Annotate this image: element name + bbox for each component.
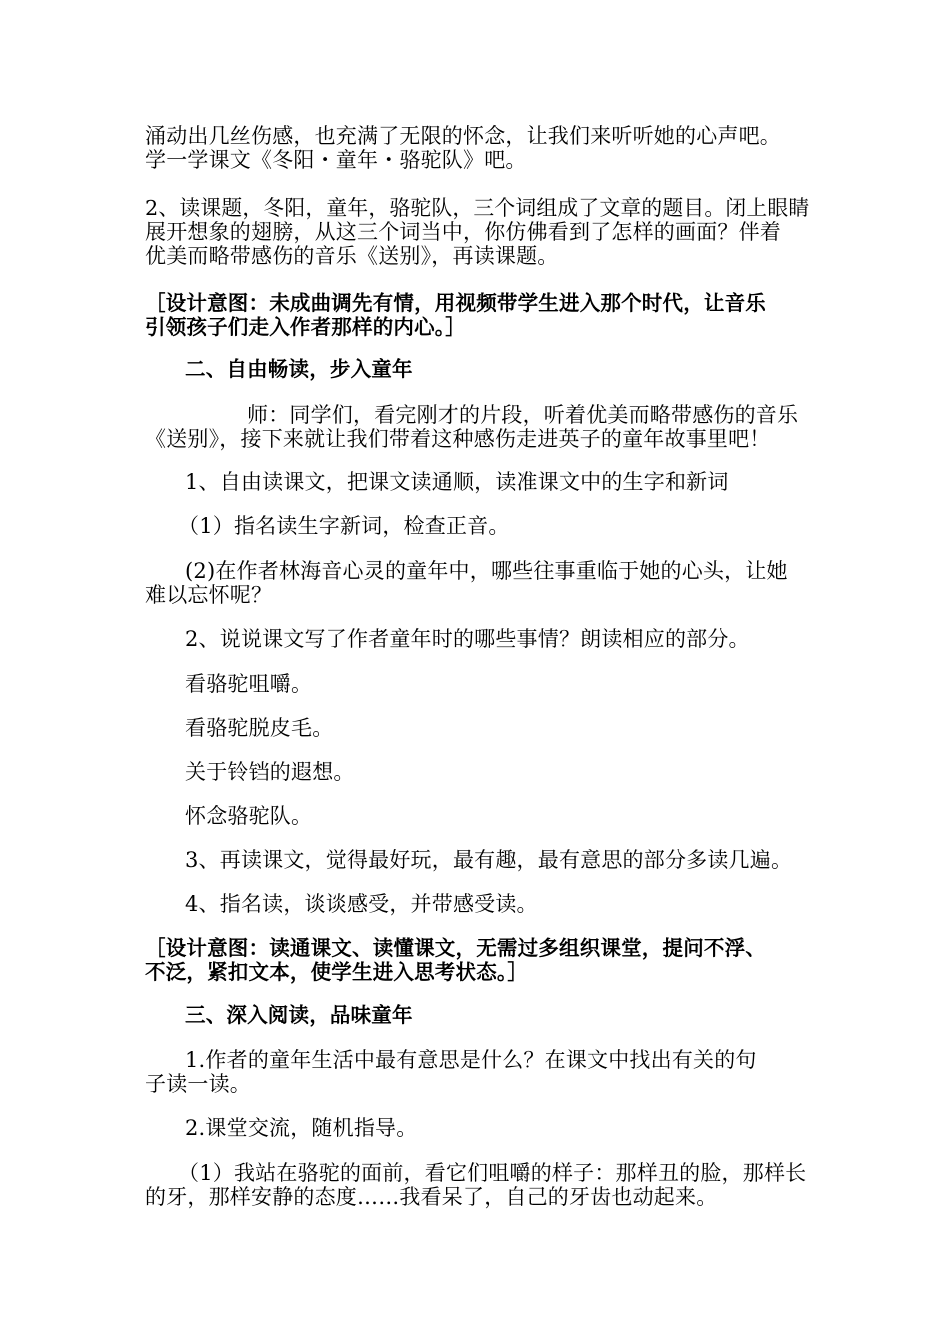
design-intent-note: 不泛，紧扣文本，使学生进入思考状态。］ [145,960,529,984]
text-line: 优美而略带感伤的音乐《送别》，再读课题。 [145,244,559,268]
text-line: 涌动出几丝伤感，也充满了无限的怀念，让我们来听听她的心声吧。 [145,124,781,148]
text-line: 2.课堂交流，随机指导。 [185,1116,418,1140]
text-line: 展开想象的翅膀，从这三个词当中，你仿佛看到了怎样的画面？伴着 [145,220,781,244]
design-intent-note: 引领孩子们走入作者那样的内心。］ [145,315,466,339]
text-line: 2、说说课文写了作者童年时的哪些事情？朗读相应的部分。 [185,627,750,651]
text-line: 3、再读课文，觉得最好玩，最有趣，最有意思的部分多读几遍。 [185,848,793,872]
text-line: 怀念骆驼队。 [185,804,313,828]
text-line: 子读一读。 [145,1072,251,1096]
section-heading: 二、自由畅读，步入童年 [185,357,413,381]
text-line: （1）指名读生字新词，检查正音。 [178,514,510,538]
text-line: 关于铃铛的遐想。 [185,760,355,784]
text-line: (2)在作者林海音心灵的童年中，哪些往事重临于她的心头，让她 [185,559,788,583]
text-line: 4、指名读，谈谈感受，并带感受读。 [185,892,538,916]
text-line: 难以忘怀呢？ [145,583,273,607]
text-line: 1、自由读课文，把课文读通顺，读准课文中的生字和新词 [185,470,729,494]
text-line: （1）我站在骆驼的面前，看它们咀嚼的样子：那样丑的脸，那样长 [178,1161,807,1185]
text-line: 的牙，那样安静的态度……我看呆了，自己的牙齿也动起来。 [145,1185,718,1209]
design-intent-note: ［设计意图：读通课文、读懂课文，无需过多组织课堂，提问不浮、 [145,936,766,960]
text-line: 《送别》，接下来就让我们带着这种感伤走进英子的童年故事里吧！ [145,427,771,451]
text-line: 1.作者的童年生活中最有意思是什么？在课文中找出有关的句 [185,1048,757,1072]
text-line: 看骆驼咀嚼。 [185,672,313,696]
text-line: 师：同学们，看完刚才的片段，听着优美而略带感伤的音乐 [247,403,799,427]
text-line: 学一学课文《冬阳・童年・骆驼队》吧。 [145,148,527,172]
design-intent-note: ［设计意图：未成曲调先有情，用视频带学生进入那个时代，让音乐 [145,291,766,315]
text-line: 看骆驼脱皮毛。 [185,716,334,740]
text-line: 2、读课题，冬阳，童年，骆驼队，三个词组成了文章的题目。闭上眼睛 [145,196,810,220]
section-heading: 三、深入阅读，品味童年 [185,1003,413,1027]
